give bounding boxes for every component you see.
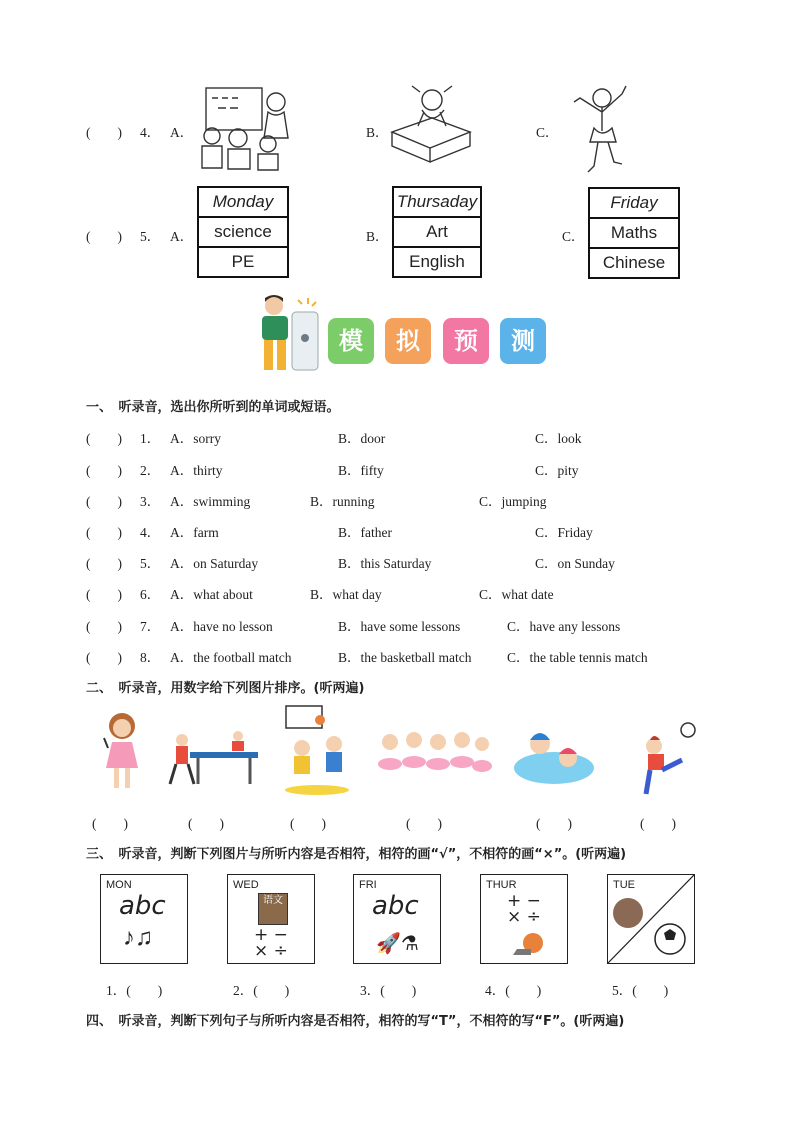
s1-q8-question-number: 8． [140,650,161,665]
timetable-day: Monday [199,188,287,218]
timetable-subject: PE [231,252,255,271]
s1-q2-option-a: A．thirty [170,463,223,478]
q5-number: 5． [140,229,161,244]
q5-option-b-label: B． [366,229,389,244]
ballet-girls-picture [374,728,492,794]
abc-text: abc [119,891,166,921]
teacher-with-phone-illustration [252,292,324,376]
s1-q3-answer-paren[interactable]: ( ) [86,494,122,509]
s1-q6-option-c: C．what date [479,587,554,602]
banner-char-ni: 拟 [385,318,431,364]
s3-answer-label-3[interactable]: 3．( ) [360,983,417,998]
s1-q1-answer-paren[interactable]: ( ) [86,431,122,446]
s1-q6-question-number: 6． [140,587,161,602]
s1-q4-option-b: B．father [338,525,392,540]
s3-answer-label-5[interactable]: 5．( ) [612,983,669,998]
science-equipment-icon: 🚀⚗ [376,933,419,955]
s2-answer-blank-6[interactable]: ( ) [640,816,676,831]
chinese-book-icon: 语文 [258,893,288,925]
s1-q3-option-b: B．running [310,494,375,509]
q5-answer-paren[interactable]: ( ) [86,229,122,244]
basketball-and-shoe-icon [511,931,545,957]
section1-title: 一、 听录音，选出你所听到的单词或短语。 [86,400,340,415]
music-notes-icon: ♪♫ [123,925,153,951]
s1-q7-option-b: B．have some lessons [338,619,461,634]
s1-q7-option-a: A．have no lesson [170,619,273,634]
q4-option-a-label: A． [170,125,194,140]
card-monday [100,874,188,964]
s2-answer-blank-3[interactable]: ( ) [290,816,326,831]
s1-q5-answer-paren[interactable]: ( ) [86,556,122,571]
card-tuesday [607,874,695,964]
s1-q8-option-b: B．the basketball match [338,650,472,665]
timetable-day: Thursaday [394,188,480,218]
singing-girl-picture [98,708,146,796]
s1-q3-option-c: C．jumping [479,494,547,509]
card-day: TUE [613,879,635,891]
s2-answer-blank-1[interactable]: ( ) [92,816,128,831]
s1-q2-option-c: C．pity [535,463,579,478]
card-wednesday [227,874,315,964]
s1-q5-option-c: C．on Sunday [535,556,615,571]
section3-title: 三、 听录音，判断下列图片与所听内容是否相符，相符的画“√”，不相符的画“×”。(听两遍) [86,847,627,862]
abc-text: abc [372,891,419,921]
q5-option-a-label: A． [170,229,194,244]
s1-q7-answer-paren[interactable]: ( ) [86,619,122,634]
basketball-kids-picture [282,704,352,796]
q5-option-c-label: C． [562,229,585,244]
s1-q7-question-number: 7． [140,619,161,634]
card-day: FRI [359,879,377,891]
s1-q4-option-c: C．Friday [535,525,593,540]
s1-q1-option-b: B．door [338,431,386,446]
q4-option-b-label: B． [366,125,389,140]
s1-q1-question-number: 1． [140,431,161,446]
s1-q4-option-a: A．farm [170,525,219,540]
timetable-subject: Maths [590,219,678,249]
math-symbols-icon: + − × ÷ [254,925,288,961]
s1-q5-option-b: B．this Saturday [338,556,432,571]
s1-q8-option-c: C．the table tennis match [507,650,648,665]
section2-title: 二、 听录音，用数字给下列图片排序。(听两遍) [86,681,365,696]
timetable-subject: English [409,252,465,271]
banner-char-yu: 预 [443,318,489,364]
s1-q6-answer-paren[interactable]: ( ) [86,587,122,602]
timetable-subject: Art [394,218,480,248]
banner-char-ce: 测 [500,318,546,364]
s2-answer-blank-4[interactable]: ( ) [406,816,442,831]
s2-answer-blank-2[interactable]: ( ) [188,816,224,831]
s1-q6-option-a: A．what about [170,587,253,602]
s1-q2-answer-paren[interactable]: ( ) [86,463,122,478]
swimming-kids-picture [512,720,596,788]
timetable-subject: science [199,218,287,248]
dancing-girl-picture [568,82,634,176]
s1-q4-question-number: 4． [140,525,161,540]
card-day: THUR [486,879,517,891]
s1-q2-question-number: 2． [140,463,161,478]
s1-q7-option-c: C．have any lessons [507,619,621,634]
s1-q5-option-a: A．on Saturday [170,556,259,571]
sports-balls-icon [608,875,694,963]
classroom-lesson-picture [192,84,296,176]
timetable-friday [588,187,680,279]
s1-q6-option-b: B．what day [310,587,382,602]
s1-q1-option-a: A．sorry [170,431,221,446]
timetable-monday [197,186,289,278]
timetable-day: Friday [590,189,678,219]
section4-title: 四、 听录音，判断下列句子与所听内容是否相符，相符的写“T”，不相符的写“F”。(听两遍) [86,1014,625,1029]
s1-q3-question-number: 3． [140,494,161,509]
q4-answer-paren[interactable]: ( ) [86,125,122,140]
s1-q4-answer-paren[interactable]: ( ) [86,525,122,540]
card-thursday [480,874,568,964]
s1-q3-option-a: A．swimming [170,494,251,509]
timetable-thursday [392,186,482,278]
s1-q1-option-c: C．look [535,431,582,446]
s1-q5-question-number: 5． [140,556,161,571]
card-day: WED [233,879,259,891]
s1-q8-answer-paren[interactable]: ( ) [86,650,122,665]
math-symbols-icon: + − × ÷ [507,891,541,927]
q4-option-c-label: C． [536,125,559,140]
banner-char-mo: 模 [328,318,374,364]
s2-answer-blank-5[interactable]: ( ) [536,816,572,831]
s3-answer-label-2[interactable]: 2．( ) [233,983,290,998]
card-day: MON [106,879,132,891]
table-tennis-picture [168,728,262,794]
q4-number: 4． [140,125,161,140]
s1-q2-option-b: B．fifty [338,463,384,478]
card-friday [353,874,441,964]
timetable-subject: Chinese [602,253,666,272]
s3-answer-label-1[interactable]: 1．( ) [106,983,163,998]
s1-q8-option-a: A．the football match [170,650,292,665]
girl-in-bed-picture [384,82,474,170]
football-kick-picture [636,720,698,800]
s3-answer-label-4[interactable]: 4．( ) [485,983,542,998]
